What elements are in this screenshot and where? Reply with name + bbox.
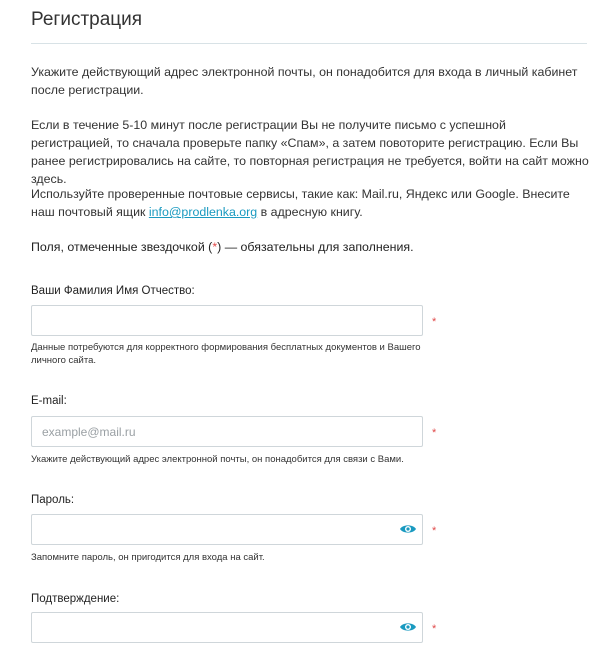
mail-ru-text: Mail.ru: [361, 187, 399, 201]
password-input[interactable]: [31, 514, 423, 545]
password-label: Пароль:: [31, 494, 75, 506]
required-note-before: Поля, отмеченные звездочкой (: [31, 240, 213, 254]
google-text: Google: [475, 187, 516, 201]
p3-or: или: [447, 187, 476, 201]
p3-text-after: в адресную книгу.: [257, 205, 363, 219]
p3-text-middle: . Внесите наш почтовый ящик: [31, 187, 570, 219]
confirm-label: Подтверждение:: [31, 593, 120, 605]
fio-required-star: *: [432, 316, 437, 328]
email-required-star: *: [432, 427, 437, 439]
fio-label: Ваши Фамилия Имя Отчество:: [31, 285, 195, 297]
eye-icon[interactable]: [399, 523, 417, 535]
email-hint: Укажите действующий адрес электронной почты, он понадобится для связи с Вами.: [31, 454, 404, 465]
intro-paragraph-1: Укажите действующий адрес электронной почты, он понадобится для входа в личный кабинет после регистрации.: [31, 65, 578, 97]
password-hint: Запомните пароль, он пригодится для входа на сайт.: [31, 552, 265, 563]
p3-text-before: Используйте проверенные почтовые сервисы, такие как:: [31, 187, 362, 201]
eye-icon[interactable]: [399, 621, 417, 633]
password-required-star: *: [432, 525, 437, 537]
email-input[interactable]: [31, 416, 423, 447]
required-note-star: *: [212, 240, 218, 254]
intro-paragraph-3: [31, 185, 591, 221]
email-link[interactable]: info@prodlenka.org: [148, 205, 258, 219]
title-divider: [31, 43, 587, 44]
confirm-required-star: *: [432, 623, 437, 635]
fio-input[interactable]: [31, 305, 423, 336]
confirm-input[interactable]: [31, 612, 423, 643]
required-fields-note: [31, 240, 414, 254]
yandex-text: Яндекс: [405, 187, 448, 201]
page-title: Регистрация: [31, 9, 143, 30]
email-label: E-mail:: [31, 395, 67, 407]
p3-sep: ,: [398, 187, 406, 201]
fio-hint: Данные потребуются для корректного формирования бесплатных документов и Вашего личного сайта.: [31, 342, 421, 366]
intro-paragraph-2: Если в течение 5-10 минут после регистрации Вы не получите письмо с успешной регистрацией, то сначала проверьте папку «Спам», а затем повоторите регистрацию. Если Вы ранее регистрировались на сайте, то повторная регистрация не требуется, войти на сайт можно здесь.: [31, 118, 589, 186]
required-note-after: ) — обязательны для заполнения.: [217, 240, 414, 254]
